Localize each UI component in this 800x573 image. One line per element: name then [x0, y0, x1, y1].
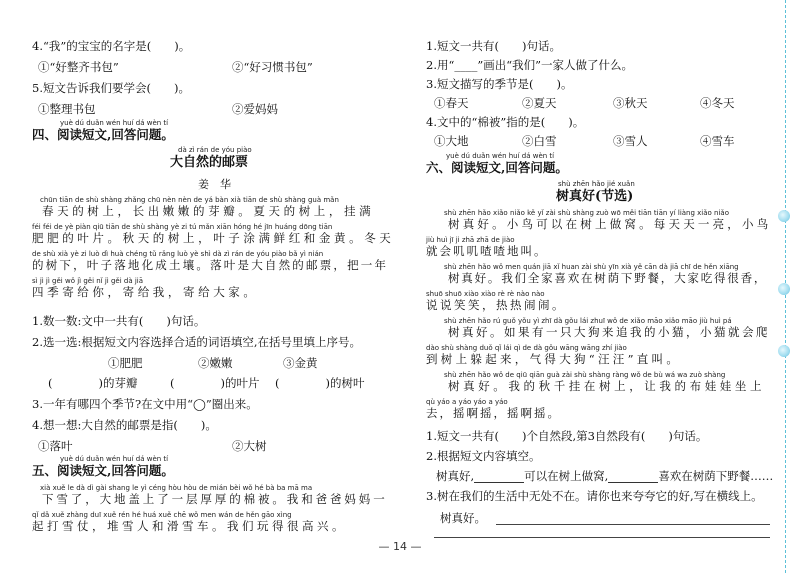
section-4-heading: 四、阅读短文,回答问题。: [32, 127, 174, 142]
question-2: 2.选一选:根据短文内容选择合适的词语填空,在括号里填上序号。: [32, 335, 361, 349]
r-line-8: 去，摇啊摇，摇啊摇。: [426, 406, 561, 420]
passage-pinyin-1: chūn tiān de shù shàng zhǎng chū nèn nèn de yá bàn xià tiān de shù shàng guà mǎn: [40, 196, 339, 204]
r-line-7: 树真好。我的秋千挂在树上，让我的布娃娃坐上: [448, 379, 766, 393]
r6-question-1: 1.短文一共有( )个自然段,第3自然段有( )句话。: [426, 429, 708, 443]
q2-blank-1[interactable]: ( )的芽瓣: [48, 376, 138, 390]
question-1: 1.数一数:文中一共有( )句话。: [32, 314, 206, 328]
author: 姜 华: [198, 178, 231, 191]
r-question-2: 2.用“____”画出“我们”一家人做了什么。: [426, 58, 633, 72]
fill-middle: 可以在树上做窝,: [524, 469, 609, 483]
q4-option-1[interactable]: ①“好整齐书包”: [38, 60, 119, 74]
r-q3-option-3[interactable]: ③秋天: [613, 96, 648, 110]
section-5-heading: 五、阅读短文,回答问题。: [32, 463, 174, 478]
r-pinyin-2: jiù huì jī ji zhā zhā de jiào: [426, 236, 515, 244]
r6-fill-line: [436, 470, 773, 483]
r-q3-option-1[interactable]: ①春天: [434, 96, 469, 110]
binding-dot-3: [778, 345, 790, 357]
passage-line-2: 肥肥的叶片。秋天的树上，叶子涂满鲜红和金黄。冬天: [32, 231, 395, 245]
section-6-pinyin: yuè dú duǎn wén huí dá wèn tí: [446, 152, 555, 160]
q5-option-1[interactable]: ①整理书包: [38, 102, 96, 116]
passage-pinyin-3: de shù xià yè zi luò dì huà chéng tǔ rǎng luò yè shì dà zì rán de yóu piào bǎ yì nián: [32, 250, 324, 258]
r-pinyin-7: shù zhēn hǎo wǒ de qiū qiān guà zài shù shàng ràng wǒ de bù wá wa zuò shàng: [444, 371, 726, 379]
q2-option-3: ③金黄: [283, 356, 318, 370]
fill-start: 树真好,: [436, 469, 475, 483]
answer-start: 树真好。: [440, 511, 486, 525]
s5-pinyin-2: qǐ dǎ xuě zhàng duī xuě rén hé huá xuě chē wǒ men wán de hěn gāo xìng: [32, 511, 292, 519]
question-4b: 4.想一想:大自然的邮票是指( )。: [32, 418, 217, 432]
q2-blank-2[interactable]: ( )的叶片: [170, 376, 260, 390]
s5-line-1: 下雪了，大地盖上了一层厚厚的棉被。我和爸爸妈妈一: [42, 492, 388, 506]
r-pinyin-8: qù yáo a yáo yáo a yáo: [426, 398, 508, 406]
r-q4-option-2[interactable]: ②白雪: [522, 134, 557, 148]
q2-option-1: ①肥肥: [108, 356, 143, 370]
r-line-2: 就会叽叽喳喳地叫。: [426, 244, 548, 258]
r-pinyin-1: shù zhēn hǎo xiǎo niǎo kě yǐ zài shù shàng zuò wō měi tiān tiān yí liàng xiǎo niǎo: [444, 209, 729, 217]
q4b-option-1[interactable]: ①落叶: [38, 439, 73, 453]
s5-line-2: 起打雪仗，堆雪人和滑雪车。我们玩得很高兴。: [32, 519, 347, 533]
r-title-pinyin: shù zhēn hǎo jié xuǎn: [558, 180, 635, 188]
r-q4-option-4[interactable]: ④雪车: [700, 134, 735, 148]
r-pinyin-4: shuō shuō xiào xiào rè rè nào nào: [426, 290, 545, 298]
r-passage-title: 树真好(节选): [556, 189, 634, 204]
q5-option-2[interactable]: ②爱妈妈: [232, 102, 278, 116]
r6-question-2: 2.根据短文内容填空。: [426, 449, 541, 463]
title-pinyin: dà zì rán de yóu piào: [178, 146, 252, 154]
passage-title: 大自然的邮票: [170, 155, 249, 170]
page-number: — 14 —: [378, 540, 422, 553]
q2-blank-3[interactable]: ( )的树叶: [275, 376, 365, 390]
r-pinyin-6: dào shù shàng duǒ qǐ lái qì de dà gǒu wāng wāng zhí jiào: [426, 344, 627, 352]
s5-pinyin-1: xià xuě le dà dì gài shang le yì céng hòu hòu de mián bèi wǒ hé bà ba mā ma: [40, 484, 313, 492]
passage-line-3: 的树下，叶子落地化成土壤。落叶是大自然的邮票，把一年: [32, 258, 389, 272]
r-line-5: 树真好。如果有一只大狗来追我的小猫，小猫就会爬: [448, 325, 770, 339]
r-line-3: 树真好。我们全家喜欢在树荫下野餐，大家吃得很香，: [448, 271, 768, 285]
r-q4-option-1[interactable]: ①大地: [434, 134, 469, 148]
r-line-6: 到树上躲起来，气得大狗“汪汪”直叫。: [426, 352, 682, 366]
r-q3-option-4[interactable]: ④冬天: [700, 96, 735, 110]
passage-pinyin-2: féi féi de yè piàn qiū tiān de shù shàng yè zi tú mǎn xiān hóng hé jīn huáng dōng tiān: [32, 223, 333, 231]
binding-dot-2: [778, 283, 790, 295]
question-5: 5.短文告诉我们要学会( )。: [32, 81, 190, 95]
question-3: 3.一年有哪四个季节?在文中用“◯”圈出来。: [32, 397, 258, 411]
r-question-4: 4.文中的“棉被”指的是( )。: [426, 115, 585, 129]
section-5-pinyin: yuè dú duǎn wén huí dá wèn tí: [60, 455, 169, 463]
fill-blank-2[interactable]: [608, 472, 658, 483]
section-6-heading: 六、阅读短文,回答问题。: [426, 160, 568, 175]
answer-line-1[interactable]: [496, 524, 770, 525]
r-q4-option-3[interactable]: ③雪人: [613, 134, 648, 148]
r-question-1: 1.短文一共有( )句话。: [426, 39, 561, 53]
answer-line-2[interactable]: [434, 537, 770, 538]
r-pinyin-3: shù zhēn hǎo wǒ men quán jiā xǐ huan zài shù yīn xià yě cān dà jiā chī de hěn xiāng: [444, 263, 739, 271]
passage-line-4: 四季寄给你，寄给我，寄给大家。: [32, 285, 259, 299]
question-4: 4.“我”的宝宝的名字是( )。: [32, 39, 191, 53]
r-pinyin-5: shù zhēn hǎo rú guǒ yǒu yì zhī dà gǒu lái zhuī wǒ de xiǎo māo xiǎo māo jiù huì pá: [444, 317, 732, 325]
r6-question-3: 3.树在我们的生活中无处不在。请你也来夸夸它的好,写在横线上。: [426, 489, 763, 503]
section-4-pinyin: yuè dú duǎn wén huí dá wèn tí: [60, 119, 169, 127]
fill-blank-1[interactable]: [474, 472, 524, 483]
fill-end: 喜欢在树荫下野餐……: [658, 469, 774, 483]
binding-dot-1: [778, 210, 790, 222]
q2-option-2: ②嫩嫩: [198, 356, 233, 370]
q4b-option-2[interactable]: ②大树: [232, 439, 267, 453]
q4-option-2[interactable]: ②“好习惯书包”: [232, 60, 313, 74]
r-question-3: 3.短文描写的季节是( )。: [426, 77, 573, 91]
passage-line-1: 春天的树上，长出嫩嫩的芽瓣。夏天的树上，挂满: [42, 204, 375, 218]
r-line-1: 树真好。小鸟可以在树上做窝。每天天一亮，小鸟: [448, 217, 772, 231]
r-line-4: 说说笑笑，热热闹闹。: [426, 298, 566, 312]
r-q3-option-2[interactable]: ②夏天: [522, 96, 557, 110]
passage-pinyin-4: sì jì jì gěi wǒ jì gěi nǐ jì gěi dà jiā: [32, 277, 144, 285]
